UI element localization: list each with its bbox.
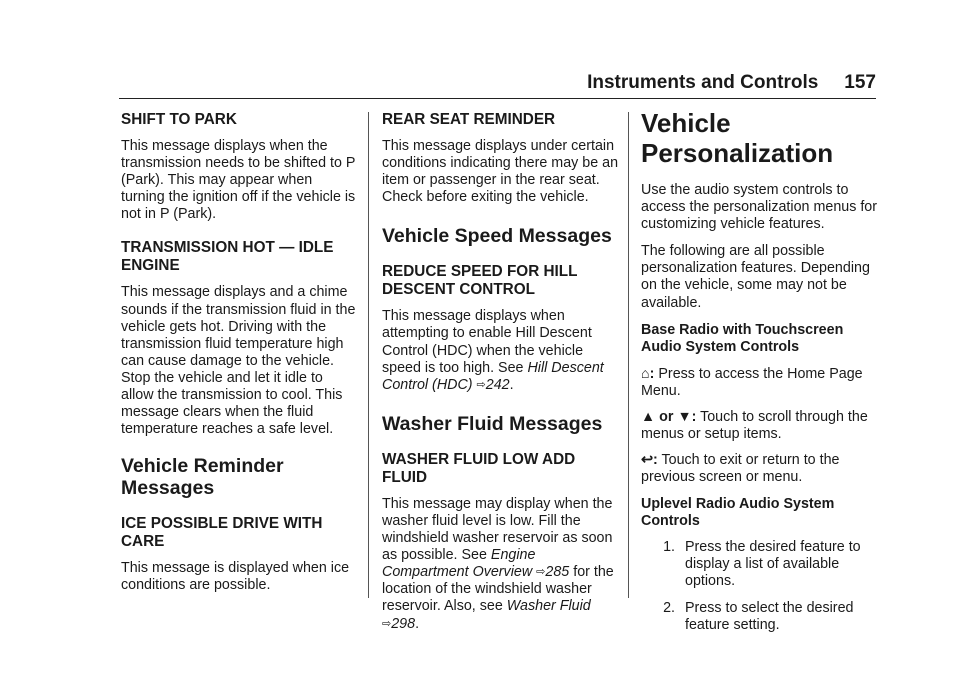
vehicle-personalization-heading: Vehicle Personalization [641,108,834,168]
rear-seat-body: This message displays under certain conditions indicating there may be an item or passenger in the rear seat. Check before exiting the vehicle. [382,138,619,206]
vehicle-speed-heading: Vehicle Speed Messages [382,225,612,248]
header-rule [119,98,876,99]
back-text: Touch to exit or return to the previous screen or menu. [641,452,840,486]
washer-fluid-link[interactable]: Washer Fluid [506,598,591,615]
step-number: 2. [663,599,675,616]
colon: : [691,408,697,425]
page-ref-icon: ⇨ [476,378,486,391]
personalization-intro: Use the audio system controls to access the personalization menus for customizing vehicle features. [641,182,878,233]
step-text: Press to select the desired feature setting. [685,599,854,633]
page-ref-icon: ⇨ [382,617,392,630]
home-instruction [641,366,881,400]
washer-fluid-page-ref[interactable]: 298 [391,615,416,632]
personalization-availability: The following are all possible personalization features. Depending on the vehicle, some may not be available. [641,243,870,311]
column-divider [628,112,629,598]
column-left [121,108,359,595]
step-text: Press the desired feature to display a list of available options. [685,539,861,590]
transmission-hot-body: This message displays and a chime sounds if the transmission fluid in the vehicle gets hot. Driving with the transmission fluid temperature high can cause damage to the vehicle. Stop the vehicle and let it idle to allow the transmission to cool. This message clears when the fluid temperature reaches a safe level. [121,284,356,438]
sentence-end: . [509,376,514,393]
reduce-speed-heading: REDUCE SPEED FOR HILL DESCENT CONTROL [382,263,578,299]
washer-low-text-cont: for the location of the windshield washer reservoir. Also, see [382,564,614,615]
column-divider [368,112,369,598]
ice-body: This message is displayed when ice conditions are possible. [121,560,350,594]
page-header [560,72,876,94]
home-text: Press to access the Home Page Menu. [641,365,863,399]
back-icon: ↩ [641,452,653,469]
base-radio-heading: Base Radio with Touchscreen Audio System Controls [641,321,844,355]
list-item [641,600,881,634]
down-arrow-icon: ▼ [677,408,692,425]
washer-fluid-heading: Washer Fluid Messages [382,412,603,435]
ice-heading: ICE POSSIBLE DRIVE WITH CARE [121,515,323,551]
hdc-link[interactable]: Hill Descent Control (HDC) [382,359,604,393]
hdc-page-ref[interactable]: 242 [485,376,510,393]
back-instruction [641,452,881,486]
shift-to-park-heading: SHIFT TO PARK [121,111,237,128]
transmission-hot-heading: TRANSMISSION HOT — IDLE ENGINE [121,239,334,275]
list-item [641,539,881,590]
colon: : [652,452,658,469]
washer-low-heading: WASHER FLUID LOW ADD FLUID [382,450,576,486]
shift-to-park-body: This message displays when the transmission needs to be shifted to P (Park). This may appear when turning the ignition off if the vehicle is not in P (Park). [121,138,356,223]
scroll-text: Touch to scroll through the menus or setup items. [641,408,868,442]
colon: : [649,365,655,382]
or-label: or [659,408,674,425]
engine-compartment-page-ref[interactable]: 285 [545,564,570,581]
home-icon: ⌂ [641,365,650,382]
rear-seat-heading: REAR SEAT REMINDER [382,111,556,128]
washer-low-body [382,496,620,633]
reduce-speed-body [382,308,620,393]
washer-low-text: This message may display when the washer fluid level is low. Fill the windshield washer reservoir as soon as possible. See [382,495,613,564]
uplevel-radio-heading: Uplevel Radio Audio System Controls [641,496,835,530]
reduce-speed-text: This message displays when attempting to enable Hill Descent Control (HDC) when the vehicle speed is too high. See [382,308,592,376]
column-right [641,108,881,634]
steps-list [641,539,881,633]
up-arrow-icon: ▲ [641,408,656,425]
scroll-instruction [641,409,881,443]
vehicle-reminder-heading: Vehicle Reminder Messages [121,455,284,500]
column-middle [382,108,620,633]
engine-compartment-link[interactable]: Engine Compartment Overview [382,547,536,581]
page-ref-icon: ⇨ [536,566,546,579]
page-number: 157 [844,72,876,93]
section-title: Instruments and Controls [587,72,819,93]
step-number: 1. [663,539,675,556]
sentence-end: . [415,615,420,632]
